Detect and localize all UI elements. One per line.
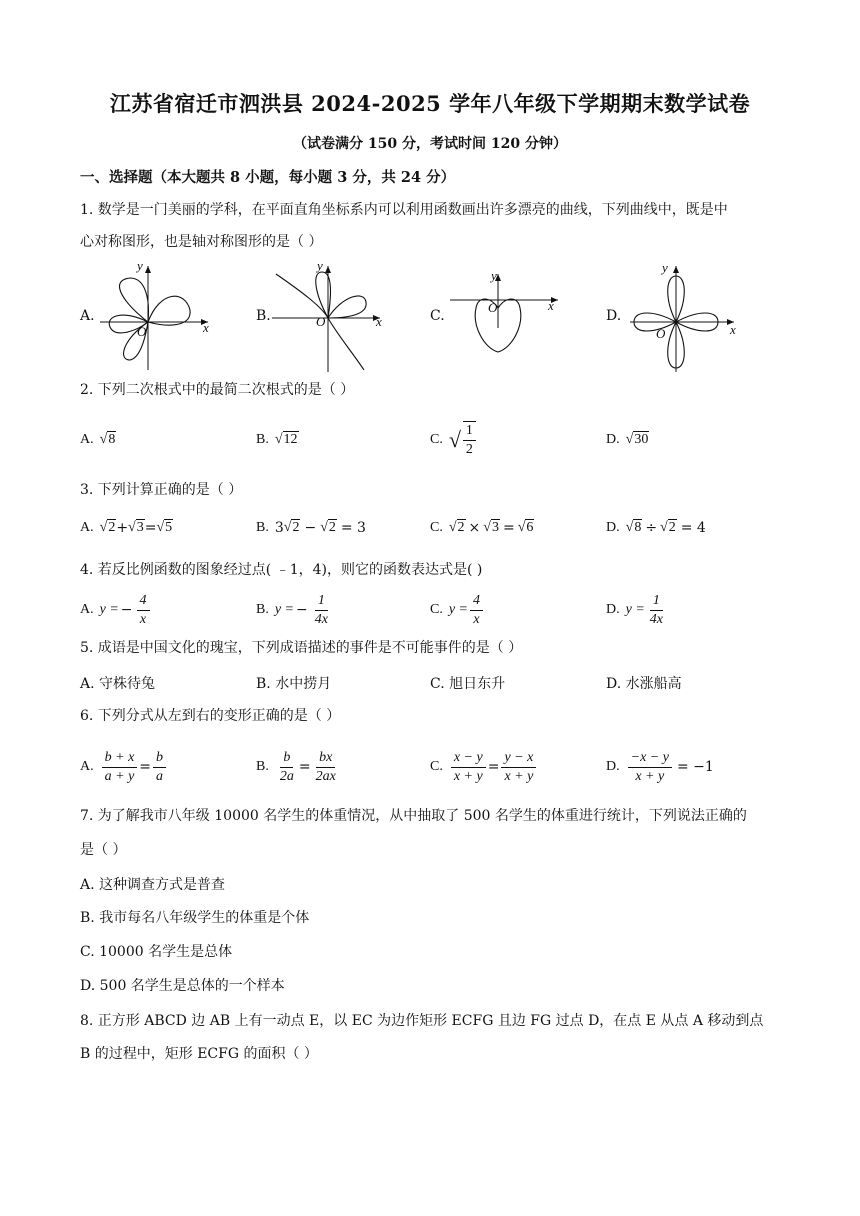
q6-option-c: C. $\frac{x - y}{x + y}$ = $\frac{y - x}{x + y}$	[430, 744, 538, 790]
q4-d-fraction: $\frac{1}{4x}$	[649, 592, 664, 627]
q7-option-d: D. 500 名学生是总体的一个样本	[80, 978, 285, 994]
q2-b-label: B.	[256, 432, 269, 447]
q2-c-fraction: $\frac{1}{2}$	[463, 421, 476, 459]
q1-b-origin: O	[316, 314, 326, 329]
q1-c-origin: O	[488, 300, 498, 315]
q2-a-expr: √8	[99, 432, 116, 447]
question-1-line-2: 心对称图形，也是轴对称图形的是（ ）	[80, 234, 323, 250]
q1-c-x-label: x	[548, 298, 554, 313]
exam-subtitle: （试卷满分 150 分，考试时间 120 分钟）	[293, 136, 567, 152]
q2-c-label: C.	[430, 432, 443, 447]
q1-option-d-label: D.	[606, 308, 622, 324]
q5-option-d: D. 水涨船高	[606, 676, 682, 692]
q1-option-c-graph	[450, 268, 565, 364]
q1-c-y-label: y	[491, 268, 497, 283]
q2-d-expr: √30	[625, 432, 649, 447]
q5-option-b: B. 水中捞月	[256, 676, 332, 692]
q2-option-b	[256, 420, 299, 460]
q4-option-c: C. y = $\frac{4}{x}$	[430, 588, 485, 632]
q2-option-a	[80, 420, 116, 460]
q3-options	[80, 508, 785, 548]
q1-a-y-label: y	[137, 258, 143, 273]
q6-option-d: D. $\frac{-x - y}{x + y}$ = −1	[606, 749, 714, 784]
question-2-stem: 2. 下列二次根式中的最简二次根式的是（ ）	[80, 382, 355, 398]
q2-options	[80, 420, 785, 460]
q1-option-a-graph	[100, 260, 215, 372]
q4-option-d: D. y = $\frac{1}{4x}$	[606, 588, 668, 632]
q1-d-origin: O	[656, 326, 666, 341]
q4-option-b: B. y = − $\frac{1}{4x}$	[256, 588, 333, 632]
question-8-line-2: B 的过程中，矩形 ECFG 的面积（ ）	[80, 1046, 318, 1062]
question-1-line-1: 1. 数学是一门美丽的学科，在平面直角坐标系内可以利用函数画出许多漂亮的曲线，下列曲线中，既是中	[80, 202, 728, 218]
q5-option-c: C. 旭日东升	[430, 676, 506, 692]
q5-options	[80, 663, 785, 703]
question-5-stem: 5. 成语是中国文化的瑰宝，下列成语描述的事件是不可能事件的是（ ）	[80, 640, 523, 656]
question-7-line-2: 是（ ）	[80, 842, 127, 858]
q1-option-c-label: C.	[430, 308, 445, 324]
q4-b-fraction: $\frac{1}{4x}$	[314, 592, 328, 627]
q1-option-d-graph	[630, 262, 740, 374]
q4-option-a: A. y = − $\frac{4}{x}$	[80, 588, 152, 632]
q1-b-x-label: x	[376, 314, 382, 329]
q1-option-a-label: A.	[80, 308, 95, 324]
q1-d-y-label: y	[662, 260, 668, 275]
q6-option-a: A. $\frac{b + x}{a + y}$ = $\frac{b}{a}$	[80, 744, 168, 790]
q6-options	[80, 744, 785, 790]
q2-b-radicand: 12	[283, 432, 298, 447]
q2-a-radicand: 8	[108, 432, 116, 447]
q2-option-c: C. √ $\frac{1}{2}$	[430, 420, 478, 460]
section-heading: 一、选择题（本大题共 8 小题，每小题 3 分，共 24 分）	[80, 169, 456, 186]
q5-option-a: A. 守株待兔	[80, 676, 156, 692]
q1-d-x-label: x	[730, 322, 736, 337]
q2-a-label: A.	[80, 432, 94, 447]
question-3-stem: 3. 下列计算正确的是（ ）	[80, 482, 243, 498]
q3-option-b: B. 3 √2 − √2 = 3	[256, 520, 366, 536]
q3-option-a: A. √2 + √3 = √5	[80, 520, 173, 536]
q4-options	[80, 588, 785, 632]
q4-a-fraction: $\frac{4}{x}$	[137, 592, 150, 629]
q7-option-c: C. 10000 名学生是总体	[80, 944, 233, 960]
q7-option-b: B. 我市每名八年级学生的体重是个体	[80, 910, 310, 926]
q3-option-d: D. √8 ÷ √2 = 4	[606, 520, 706, 536]
q1-option-b-graph	[272, 262, 387, 374]
q2-option-d	[606, 420, 649, 460]
q2-d-label: D.	[606, 432, 620, 447]
q1-b-y-label: y	[317, 258, 323, 273]
q1-option-b-label: B.	[256, 308, 271, 324]
question-4-stem: 4. 若反比例函数的图象经过点( ﹣1，4)，则它的函数表达式是( )	[80, 562, 483, 578]
question-7-line-1: 7. 为了解我市八年级 10000 名学生的体重情况，从中抽取了 500 名学生的体重进行统计，下列说法正确的	[80, 808, 747, 824]
q4-c-fraction: $\frac{4}{x}$	[470, 592, 483, 629]
q3-option-c: C. √2 × √3 = √6	[430, 520, 534, 536]
q1-a-x-label: x	[203, 320, 209, 335]
question-6-stem: 6. 下列分式从左到右的变形正确的是（ ）	[80, 708, 341, 724]
q2-d-radicand: 30	[634, 432, 649, 447]
question-8-line-1: 8. 正方形 ABCD 边 AB 上有一动点 E，以 EC 为边作矩形 ECFG 且边 FG 过点 D，在点 E 从点 A 移动到点	[80, 1013, 764, 1029]
q6-option-b: B. $\frac{b}{2a}$ = $\frac{bx}{2ax}$	[256, 749, 336, 784]
q2-b-expr: √12	[274, 432, 298, 447]
q7-option-a: A. 这种调查方式是普查	[80, 877, 226, 893]
exam-title: 江苏省宿迁市泗洪县 2024-2025 学年八年级下学期期末数学试卷	[109, 91, 751, 116]
q1-a-origin: O	[137, 324, 147, 339]
